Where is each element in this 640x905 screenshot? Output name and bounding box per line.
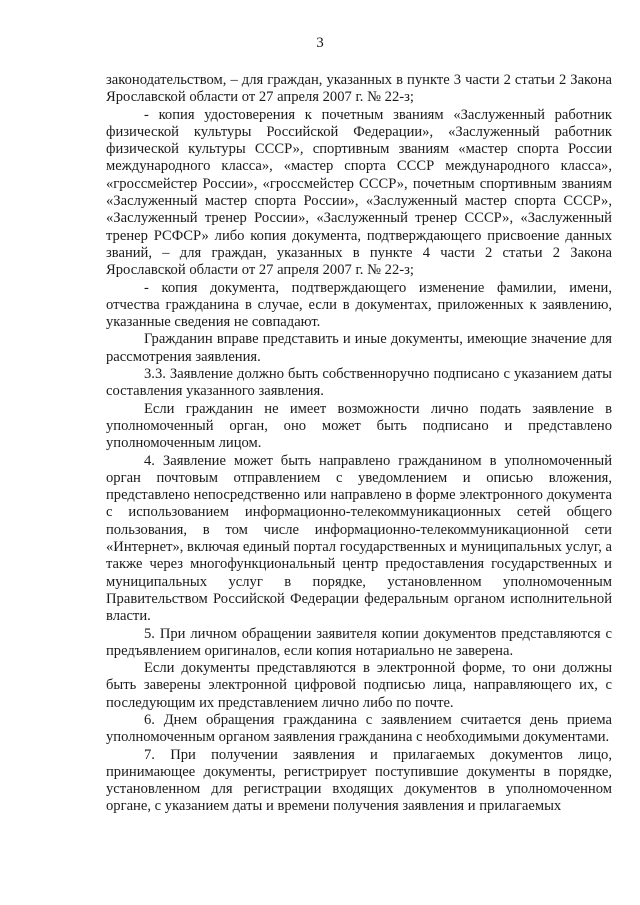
paragraph-honorary-titles-copy: - копия удостоверения к почетным званиям «Заслуженный работник физической культуры Российской Федерации», «Заслуженный работник физической культуры СССР», спортивным званиям «мастер спорта России международного класса», «мастер спорта СССР международного класса», «гроссмейстер России», «гроссмейстер СССР», почетным спортивным званиям «Заслуженный мастер спорта России», «Заслуженный мастер спорта СССР», «Заслуженный тренер России», «Заслуженный тренер СССР», «Заслуженный тренер РСФСР» либо копия документа, подтверждающего присвоение данных званий, – для граждан, указанных в пункте 4 части 2 статьи 2 Закона Ярославской области от 27 апреля 2007 г. № 22-з;: [106, 106, 612, 279]
paragraph-name-change-copy: - копия документа, подтверждающего изменение фамилии, имени, отчества гражданина в случае, если в документах, приложенных к заявлению, указанные сведения не совпадают.: [106, 279, 612, 331]
paragraph-authorized-person: Если гражданин не имеет возможности лично подать заявление в уполномоченный орган, оно может быть подписано и представлено уполномоченным лицом.: [106, 400, 612, 452]
paragraph-other-documents: Гражданин вправе представить и иные документы, имеющие значение для рассмотрения заявления.: [106, 331, 612, 365]
paragraph-4-submission-methods: 4. Заявление может быть направлено гражданином в уполномоченный орган почтовым отправлением с уведомлением и описью вложения, представлено непосредственно или направлено в форме электронного документа с использованием информационно-телекоммуникационных сетей общего пользования, в том числе информационно-телекоммуникационной сети «Интернет», включая единый портал государственных и муниципальных услуг, а также через многофункциональный центр предоставления государственных и муниципальных услуг в порядке, установленном уполномоченным Правительством Российской Федерации федеральным органом исполнительной власти.: [106, 452, 613, 625]
paragraph-6-date-of-application: 6. Днем обращения гражданина с заявлением считается день приема уполномоченным органом заявления гражданина с необходимыми документами.: [106, 711, 612, 746]
paragraph-continuation: законодательством, – для граждан, указанных в пункте 3 части 2 статьи 2 Закона Ярославской области от 27 апреля 2007 г. № 22-з;: [106, 72, 612, 106]
paragraph-7-registration: 7. При получении заявления и прилагаемых документов лицо, принимающее документы, регистрирует поступившие документы в порядке, установленном для регистрации входящих документов в уполномоченном органе, с указанием даты и времени получения заявления и прилагаемых: [106, 746, 612, 815]
paragraph-3-3-signature: 3.3. Заявление должно быть собственноручно подписано с указанием даты составления указанного заявления.: [106, 366, 612, 400]
paragraph-electronic-signature: Если документы представляются в электронной форме, то они должны быть заверены электронной цифровой подписью лица, направляющего их, с последующим их представлением лично либо по почте.: [106, 660, 612, 711]
paragraph-5-originals: 5. При личном обращении заявителя копии документов представляются с предъявлением оригиналов, если копия нотариально не заверена.: [106, 625, 612, 659]
document-body: [106, 72, 612, 816]
page-number: 3: [316, 35, 324, 51]
